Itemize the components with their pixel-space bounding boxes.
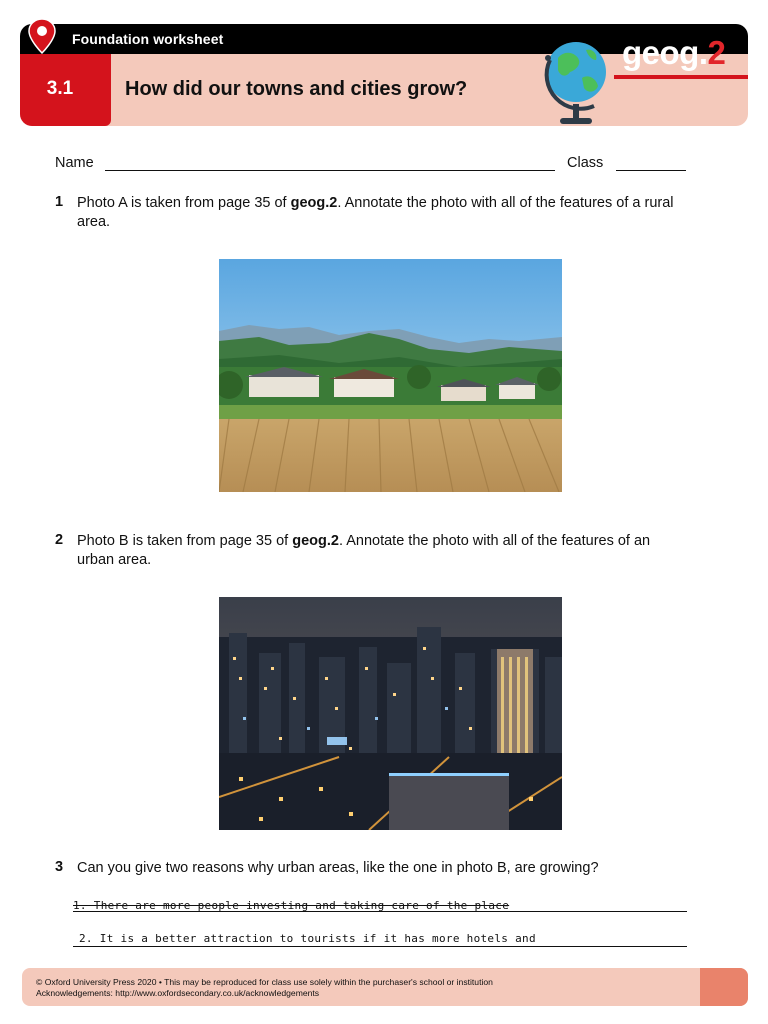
photo-b-urban xyxy=(219,597,562,830)
page-title: How did our towns and cities grow? xyxy=(125,78,468,100)
unit-number: 3.1 xyxy=(46,78,74,99)
question-number: 3 xyxy=(55,859,64,875)
footer-accent xyxy=(700,968,748,1006)
globe-icon xyxy=(536,30,616,128)
class-label: Class xyxy=(567,155,604,171)
name-field[interactable] xyxy=(105,170,555,171)
brand-underline xyxy=(614,75,748,79)
city-night-image xyxy=(219,597,562,830)
answer-line[interactable]: 1. There are more people investing and taking care of the place xyxy=(73,899,687,912)
map-pin-icon xyxy=(28,18,56,54)
footer-acknowledgements: Acknowledgements: http://www.oxfordsecondary.co.uk/acknowledgements xyxy=(36,988,320,998)
footer-copyright: © Oxford University Press 2020 • This may be reproduced for class use solely within the purchaser's school or institution xyxy=(36,977,493,987)
answer-line[interactable]: 2. It is a better attraction to tourists if it has more hotels and xyxy=(73,932,687,947)
question-text: Photo A is taken from page 35 of geog.2. Annotate the photo with all of the features of a rural area. xyxy=(77,195,674,230)
worksheet-label: Foundation worksheet xyxy=(72,31,224,47)
question-text: Photo B is taken from page 35 of geog.2. Annotate the photo with all of the features of an urban area. xyxy=(77,533,651,568)
question-number: 2 xyxy=(55,532,64,548)
class-field[interactable] xyxy=(616,170,686,171)
name-label: Name xyxy=(55,155,94,171)
photo-a-rural xyxy=(219,259,562,492)
brand-logo: geog.2 xyxy=(622,34,726,71)
footer-bar xyxy=(22,968,748,1006)
question-text: Can you give two reasons why urban areas, like the one in photo B, are growing? xyxy=(77,860,599,876)
question-number: 1 xyxy=(55,194,64,210)
rural-landscape-image xyxy=(219,259,562,492)
